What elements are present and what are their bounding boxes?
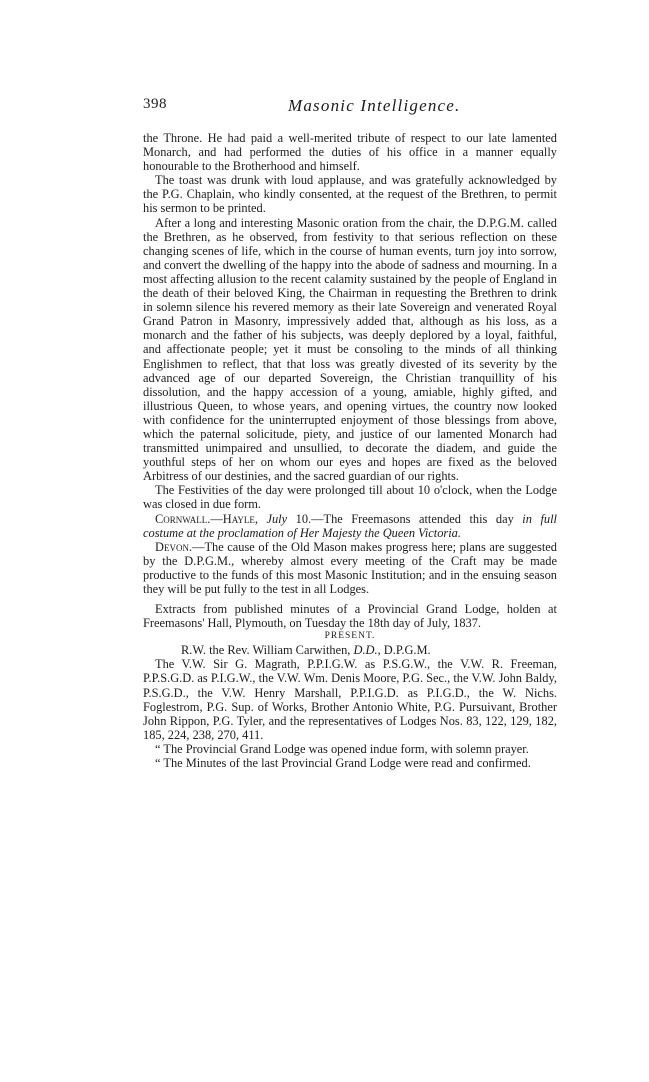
paragraph-devon bbox=[143, 540, 557, 596]
cornwall-date: July bbox=[266, 511, 288, 526]
presiding-officer-title: D.P.G.M. bbox=[380, 643, 431, 658]
present-presiding-officer bbox=[143, 643, 557, 657]
paragraph-cornwall bbox=[143, 512, 557, 540]
paragraph-lodge-opened: “ The Provincial Grand Lodge was opened indue form, with solemn prayer. bbox=[155, 741, 529, 756]
presiding-officer-name: R.W. the Rev. William Carwithen, bbox=[181, 643, 354, 658]
paragraph-attendees: The V.W. Sir G. Magrath, P.P.I.G.W. as P.S.G.W., the V.W. R. Freeman, P.P.S.G.D. as P.I.G.W., the V.W. Wm. Denis Moore, P.G. Sec., the V.W. John Baldy, P.S.G.D., the V.W. Henry Marshall, P.P.I.G.D. as P.I.G.D., the W. Nichs. Foglestrom, P.G. Sup. of Works, Brother Antonio White, P.G. Pursuivant, Brother John Rippon, P.G. Tyler, and the representatives of Lodges Nos. 83, 122, 129, 182, 185, 224, 238, 270, 411. bbox=[143, 657, 557, 742]
paragraph-festivities: The Festivities of the day were prolonged till about 10 o'clock, when the Lodge was closed in due form. bbox=[143, 483, 557, 512]
cornwall-text: 10.—The Freemasons attended this day bbox=[287, 511, 514, 526]
present-heading: PRESENT. bbox=[324, 631, 376, 642]
paragraph-oration: After a long and interesting Masonic oration from the chair, the D.P.G.M. called the Brethren, as he observed, from festivity to that serious reflection on these changing scenes of life, which in the course of human events, turn joy into sorrow, and convert the dwelling of the happy into the abode of sadness and mourning. In a most affecting allusion to the recent calamity sustained by the people of England in the death of their beloved King, the Chairman in requesting the Brethren to drink in solemn silence his revered memory as their late Sovereign and venerated Royal Grand Patron in Masonry, impressively added that, although as his loss, as a monarch and the father of his subjects, was deeply deplored by a loyal, faithful, and affectionate people; yet it must be consoling to the minds of all thinking Englishmen to reflect, that that loss was greatly divested of its severity by the advanced age of our departed Sovereign, the Christian tranquillity of his dissolution, and the happy accession of a young, amiable, highly gifted, and illustrious Queen, to whose years, and opening virtues, the country now looked with confidence for the uninterrupted enjoyment of those blessings from above, which the paternal solicitude, piety, and justice of our lamented Monarch had transmitted unimpaired and unsullied, to decorate the diadem, and guide the youthful steps of her on whom our eyes and hopes are fixed as the beloved Arbitress of our destinies, and the sacred guardian of our rights. bbox=[143, 215, 557, 484]
presiding-officer-degree: D.D., bbox=[353, 643, 381, 658]
devon-text: —The cause of the Old Mason makes progress here; plans are suggested by the D.P.G.M., whereby almost every meeting of the Craft may be made productive to the funds of this most Masonic Institution; and in the ensuing season they will be put fully to the test in all Lodges. bbox=[143, 539, 557, 596]
paragraph-extracts: Extracts from published minutes of a Provincial Grand Lodge, holden at Freemasons' Hall, Plymouth, on Tuesday the 18th day of July, 1837. bbox=[143, 602, 557, 631]
paragraph-minutes-confirmed: “ The Minutes of the last Provincial Grand Lodge were read and confirmed. bbox=[155, 756, 531, 771]
article-body bbox=[143, 131, 557, 770]
cornwall-italic-text: in full costume at the proclamation of Her Majesty the Queen Victoria. bbox=[143, 511, 557, 540]
cornwall-heading: Cornwall.—Hayle, bbox=[155, 511, 258, 526]
devon-heading: Devon. bbox=[155, 539, 193, 554]
paragraph-throne: the Throne. He had paid a well-merited tribute of respect to our late lamented Monarch, and had performed the duties of his office in a manner equally honourable to the Brotherhood and himself. bbox=[143, 131, 557, 174]
page-header bbox=[143, 96, 557, 118]
page-number: 398 bbox=[143, 96, 167, 112]
running-title: Masonic Intelligence. bbox=[288, 96, 461, 115]
paragraph-toast: The toast was drunk with loud applause, and was gratefully acknowledged by the P.G. Chaplain, who kindly consented, at the request of the Brethren, to permit his sermon to be printed. bbox=[143, 173, 557, 216]
book-page bbox=[143, 96, 557, 770]
